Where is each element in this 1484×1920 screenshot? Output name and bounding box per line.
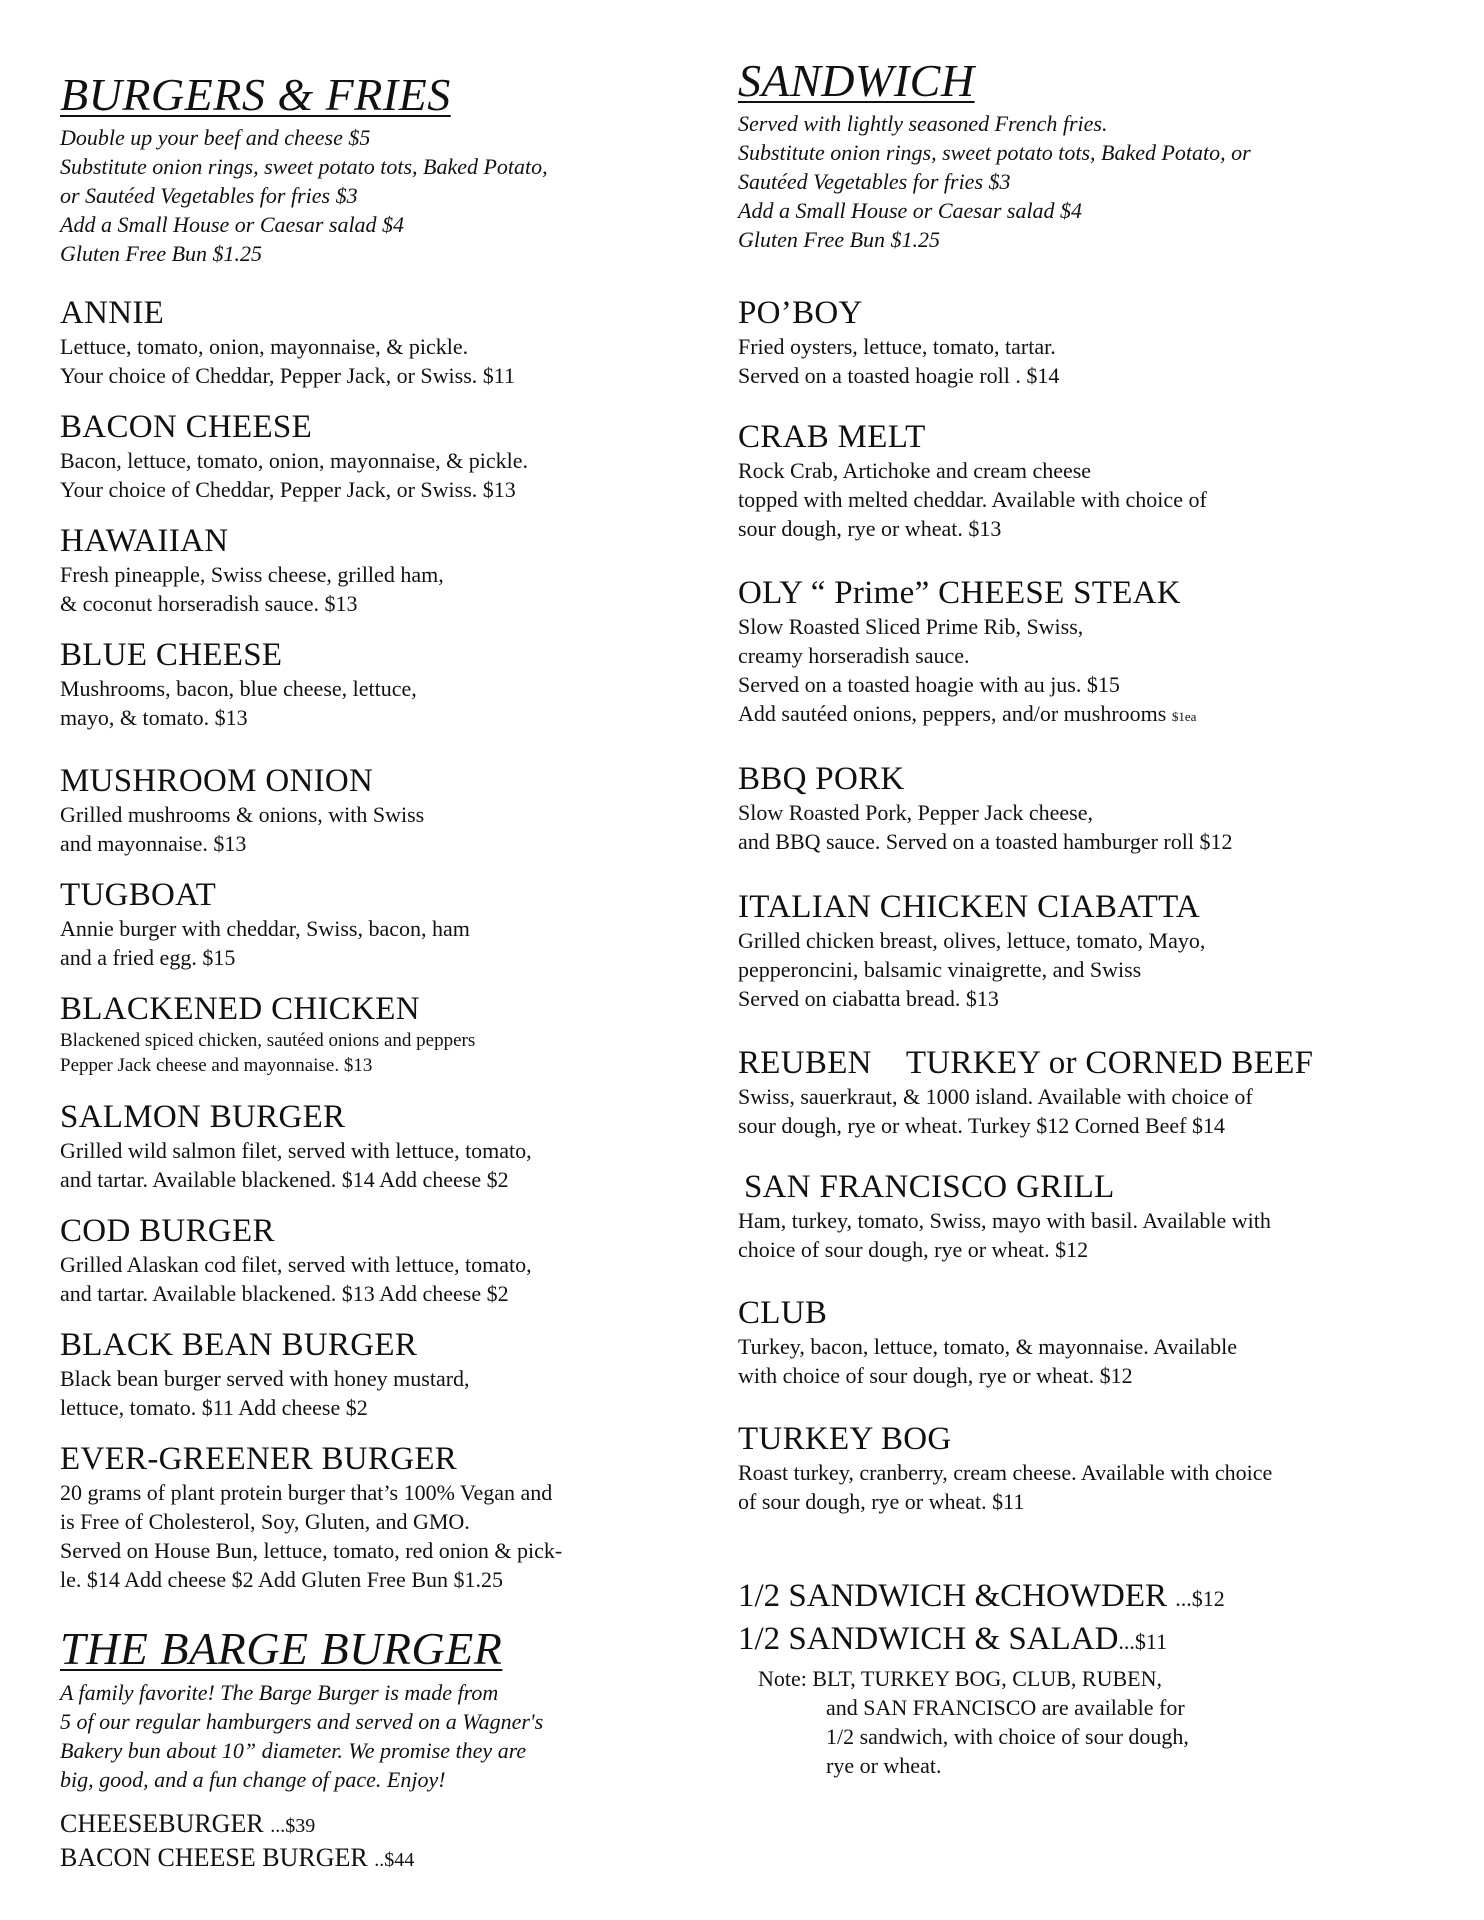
menu-item-mushroom-onion <box>60 762 424 858</box>
item-desc: creamy horseradish sauce. <box>738 643 970 668</box>
item-name: ITALIAN CHICKEN CIABATTA <box>738 889 1201 925</box>
barge-intro-line: A family favorite! The Barge Burger is made from <box>60 1680 499 1705</box>
item-name: COD BURGER <box>60 1213 275 1249</box>
item-desc: Fried oysters, lettuce, tomato, tartar. <box>738 334 1056 359</box>
item-desc: Swiss, sauerkraut, & 1000 island. Available with choice of <box>738 1084 1253 1109</box>
item-desc: Grilled wild salmon filet, served with lettuce, tomato, <box>60 1138 532 1163</box>
menu-item-blackened-chicken <box>60 990 475 1078</box>
menu-item-bacon-cheese <box>60 408 528 504</box>
sandwich-intro-line: Substitute onion rings, sweet potato tots, Baked Potato, or <box>738 140 1251 165</box>
item-desc: 20 grams of plant protein burger that’s 100% Vegan and <box>60 1480 553 1505</box>
item-name: CHEESEBURGER <box>60 1809 264 1838</box>
item-desc: Black bean burger served with honey mustard, <box>60 1366 470 1391</box>
item-desc: sour dough, rye or wheat. $13 <box>738 516 1002 541</box>
burgers-intro-line: or Sautéed Vegetables for fries $3 <box>60 183 358 208</box>
item-desc: Slow Roasted Sliced Prime Rib, Swiss, <box>738 614 1084 639</box>
barge-intro-line: 5 of our regular hamburgers and served on a Wagner's <box>60 1709 544 1734</box>
item-desc: Rock Crab, Artichoke and cream cheese <box>738 458 1092 483</box>
item-name: BACON CHEESE BURGER <box>60 1843 368 1872</box>
barge-intro-line: Bakery bun about 10” diameter. We promise they are <box>60 1738 527 1763</box>
menu-item-annie <box>60 294 515 390</box>
barge-section <box>60 1624 543 1876</box>
menu-item-reuben <box>738 1044 1313 1140</box>
item-desc: Pepper Jack cheese and mayonnaise. $13 <box>60 1055 373 1076</box>
item-desc: Served on ciabatta bread. $13 <box>738 986 999 1011</box>
item-desc: of sour dough, rye or wheat. $11 <box>738 1489 1025 1514</box>
item-name: OLY “ Prime” CHEESE STEAK <box>738 575 1181 611</box>
barge-item-bacon-cheese-burger <box>60 1842 543 1876</box>
item-name: CLUB <box>738 1295 828 1331</box>
item-desc: Ham, turkey, tomato, Swiss, mayo with basil. Available with <box>738 1208 1271 1233</box>
menu-item-club <box>738 1294 1237 1390</box>
sandwich-section-header <box>738 56 1251 254</box>
item-desc: le. $14 Add cheese $2 Add Gluten Free Bun $1.25 <box>60 1567 503 1592</box>
item-desc: choice of sour dough, rye or wheat. $12 <box>738 1237 1089 1262</box>
sandwich-intro-line: Add a Small House or Caesar salad $4 <box>738 198 1083 223</box>
item-desc: Served on a toasted hoagie roll . $14 <box>738 363 1060 388</box>
item-name: BLUE CHEESE <box>60 637 283 673</box>
burgers-intro-line: Double up your beef and cheese $5 <box>60 125 371 150</box>
item-desc: Add sautéed onions, peppers, and/or mushrooms <box>738 701 1167 726</box>
item-name: TUGBOAT <box>60 877 217 913</box>
sandwich-intro-line: Gluten Free Bun $1.25 <box>738 227 941 252</box>
item-name: EVER-GREENER BURGER <box>60 1441 458 1477</box>
half-sandwich-combos <box>738 1576 1225 1780</box>
combo-price: ...$11 <box>1118 1629 1168 1654</box>
item-desc: and mayonnaise. $13 <box>60 831 247 856</box>
item-desc: Grilled chicken breast, olives, lettuce, tomato, Mayo, <box>738 928 1206 953</box>
item-desc: Grilled Alaskan cod filet, served with lettuce, tomato, <box>60 1252 532 1277</box>
item-desc: Grilled mushrooms & onions, with Swiss <box>60 802 425 827</box>
item-extra-price: $1ea <box>1171 709 1197 724</box>
item-desc: Bacon, lettuce, tomato, onion, mayonnaise, & pickle. <box>60 448 528 473</box>
item-desc: is Free of Cholesterol, Soy, Gluten, and GMO. <box>60 1509 470 1534</box>
item-desc: Roast turkey, cranberry, cream cheese. Available with choice <box>738 1460 1273 1485</box>
menu-item-turkey-bog <box>738 1420 1272 1516</box>
item-name: BBQ PORK <box>738 761 905 797</box>
burgers-intro-line: Gluten Free Bun $1.25 <box>60 241 263 266</box>
item-desc: Turkey, bacon, lettuce, tomato, & mayonnaise. Available <box>738 1334 1237 1359</box>
item-desc: Slow Roasted Pork, Pepper Jack cheese, <box>738 800 1093 825</box>
item-desc: Lettuce, tomato, onion, mayonnaise, & pickle. <box>60 334 469 359</box>
menu-item-ever-greener-burger <box>60 1440 562 1594</box>
combo-sandwich-chowder <box>738 1576 1225 1619</box>
menu-item-tugboat <box>60 876 470 972</box>
item-desc: & coconut horseradish sauce. $13 <box>60 591 358 616</box>
item-desc: and tartar. Available blackened. $14 Add cheese $2 <box>60 1167 509 1192</box>
menu-item-bbq-pork <box>738 760 1232 856</box>
barge-intro-line: big, good, and a fun change of pace. Enjoy! <box>60 1767 446 1792</box>
menu-item-poboy <box>738 294 1059 390</box>
item-desc: Mushrooms, bacon, blue cheese, lettuce, <box>60 676 417 701</box>
burgers-intro-line: Add a Small House or Caesar salad $4 <box>60 212 405 237</box>
item-name-part: TURKEY or CORNED BEEF <box>905 1045 1314 1081</box>
item-desc: Served on House Bun, lettuce, tomato, red onion & pick- <box>60 1538 563 1563</box>
item-desc: Fresh pineapple, Swiss cheese, grilled ham, <box>60 562 444 587</box>
menu-item-san-francisco-grill <box>738 1168 1271 1264</box>
menu-item-italian-chicken-ciabatta <box>738 888 1205 1013</box>
item-desc: Your choice of Cheddar, Pepper Jack, or Swiss. $11 <box>60 363 515 388</box>
note-line: rye or wheat. <box>826 1753 942 1778</box>
item-name: SALMON BURGER <box>60 1099 346 1135</box>
item-desc: with choice of sour dough, rye or wheat. $12 <box>738 1363 1133 1388</box>
menu-item-black-bean-burger <box>60 1326 470 1422</box>
item-name: BACON CHEESE <box>60 409 313 445</box>
menu-item-salmon-burger <box>60 1098 532 1194</box>
barge-item-cheeseburger <box>60 1808 543 1842</box>
menu-item-blue-cheese <box>60 636 417 732</box>
sandwich-intro-line: Sautéed Vegetables for fries $3 <box>738 169 1011 194</box>
sandwich-intro-line: Served with lightly seasoned French fries. <box>738 111 1108 136</box>
item-desc: lettuce, tomato. $11 Add cheese $2 <box>60 1395 368 1420</box>
half-sandwich-note <box>738 1664 1225 1780</box>
note-line: Note: BLT, TURKEY BOG, CLUB, RUBEN, <box>758 1666 1162 1691</box>
item-desc: Annie burger with cheddar, Swiss, bacon, ham <box>60 916 470 941</box>
item-name: PO’BOY <box>738 295 863 331</box>
menu-item-cod-burger <box>60 1212 532 1308</box>
item-name: CRAB MELT <box>738 419 926 455</box>
item-desc: and BBQ sauce. Served on a toasted hamburger roll $12 <box>738 829 1233 854</box>
item-name: BLACK BEAN BURGER <box>60 1327 418 1363</box>
combo-name: 1/2 SANDWICH &CHOWDER <box>738 1578 1176 1614</box>
item-name: MUSHROOM ONION <box>60 763 374 799</box>
item-name: SAN FRANCISCO GRILL <box>744 1169 1115 1205</box>
item-name: BLACKENED CHICKEN <box>60 991 420 1027</box>
menu-item-hawaiian <box>60 522 444 618</box>
menu-item-oly-prime-cheese-steak <box>738 574 1196 731</box>
menu-item-crab-melt <box>738 418 1207 543</box>
item-price: ..$44 <box>374 1849 415 1871</box>
item-desc: Your choice of Cheddar, Pepper Jack, or Swiss. $13 <box>60 477 516 502</box>
item-desc: Served on a toasted hoagie with au jus. $15 <box>738 672 1120 697</box>
burgers-section-header <box>60 70 548 268</box>
item-name: ANNIE <box>60 295 165 331</box>
item-desc: Blackened spiced chicken, sautéed onions and peppers <box>60 1030 476 1051</box>
item-desc: and tartar. Available blackened. $13 Add cheese $2 <box>60 1281 509 1306</box>
barge-title: THE BARGE BURGER <box>60 1623 503 1674</box>
burgers-intro-line: Substitute onion rings, sweet potato tots, Baked Potato, <box>60 154 548 179</box>
combo-sandwich-salad <box>738 1619 1225 1662</box>
item-name <box>738 1044 1313 1082</box>
item-name: HAWAIIAN <box>60 523 229 559</box>
burgers-title: BURGERS & FRIES <box>60 69 451 120</box>
combo-name: 1/2 SANDWICH & SALAD <box>738 1621 1119 1657</box>
item-desc: mayo, & tomato. $13 <box>60 705 248 730</box>
sandwich-title: SANDWICH <box>738 55 975 106</box>
item-desc: pepperoncini, balsamic vinaigrette, and Swiss <box>738 957 1142 982</box>
note-line: and SAN FRANCISCO are available for <box>826 1695 1185 1720</box>
item-desc: and a fried egg. $15 <box>60 945 236 970</box>
note-line: 1/2 sandwich, with choice of sour dough, <box>826 1724 1189 1749</box>
item-name-part: REUBEN <box>738 1045 872 1081</box>
item-desc-with-extra <box>738 699 1196 731</box>
item-desc: sour dough, rye or wheat. Turkey $12 Corned Beef $14 <box>738 1113 1225 1138</box>
combo-price: ...$12 <box>1175 1586 1225 1611</box>
item-price: ...$39 <box>270 1815 316 1837</box>
item-name: TURKEY BOG <box>738 1421 952 1457</box>
item-desc: topped with melted cheddar. Available with choice of <box>738 487 1207 512</box>
